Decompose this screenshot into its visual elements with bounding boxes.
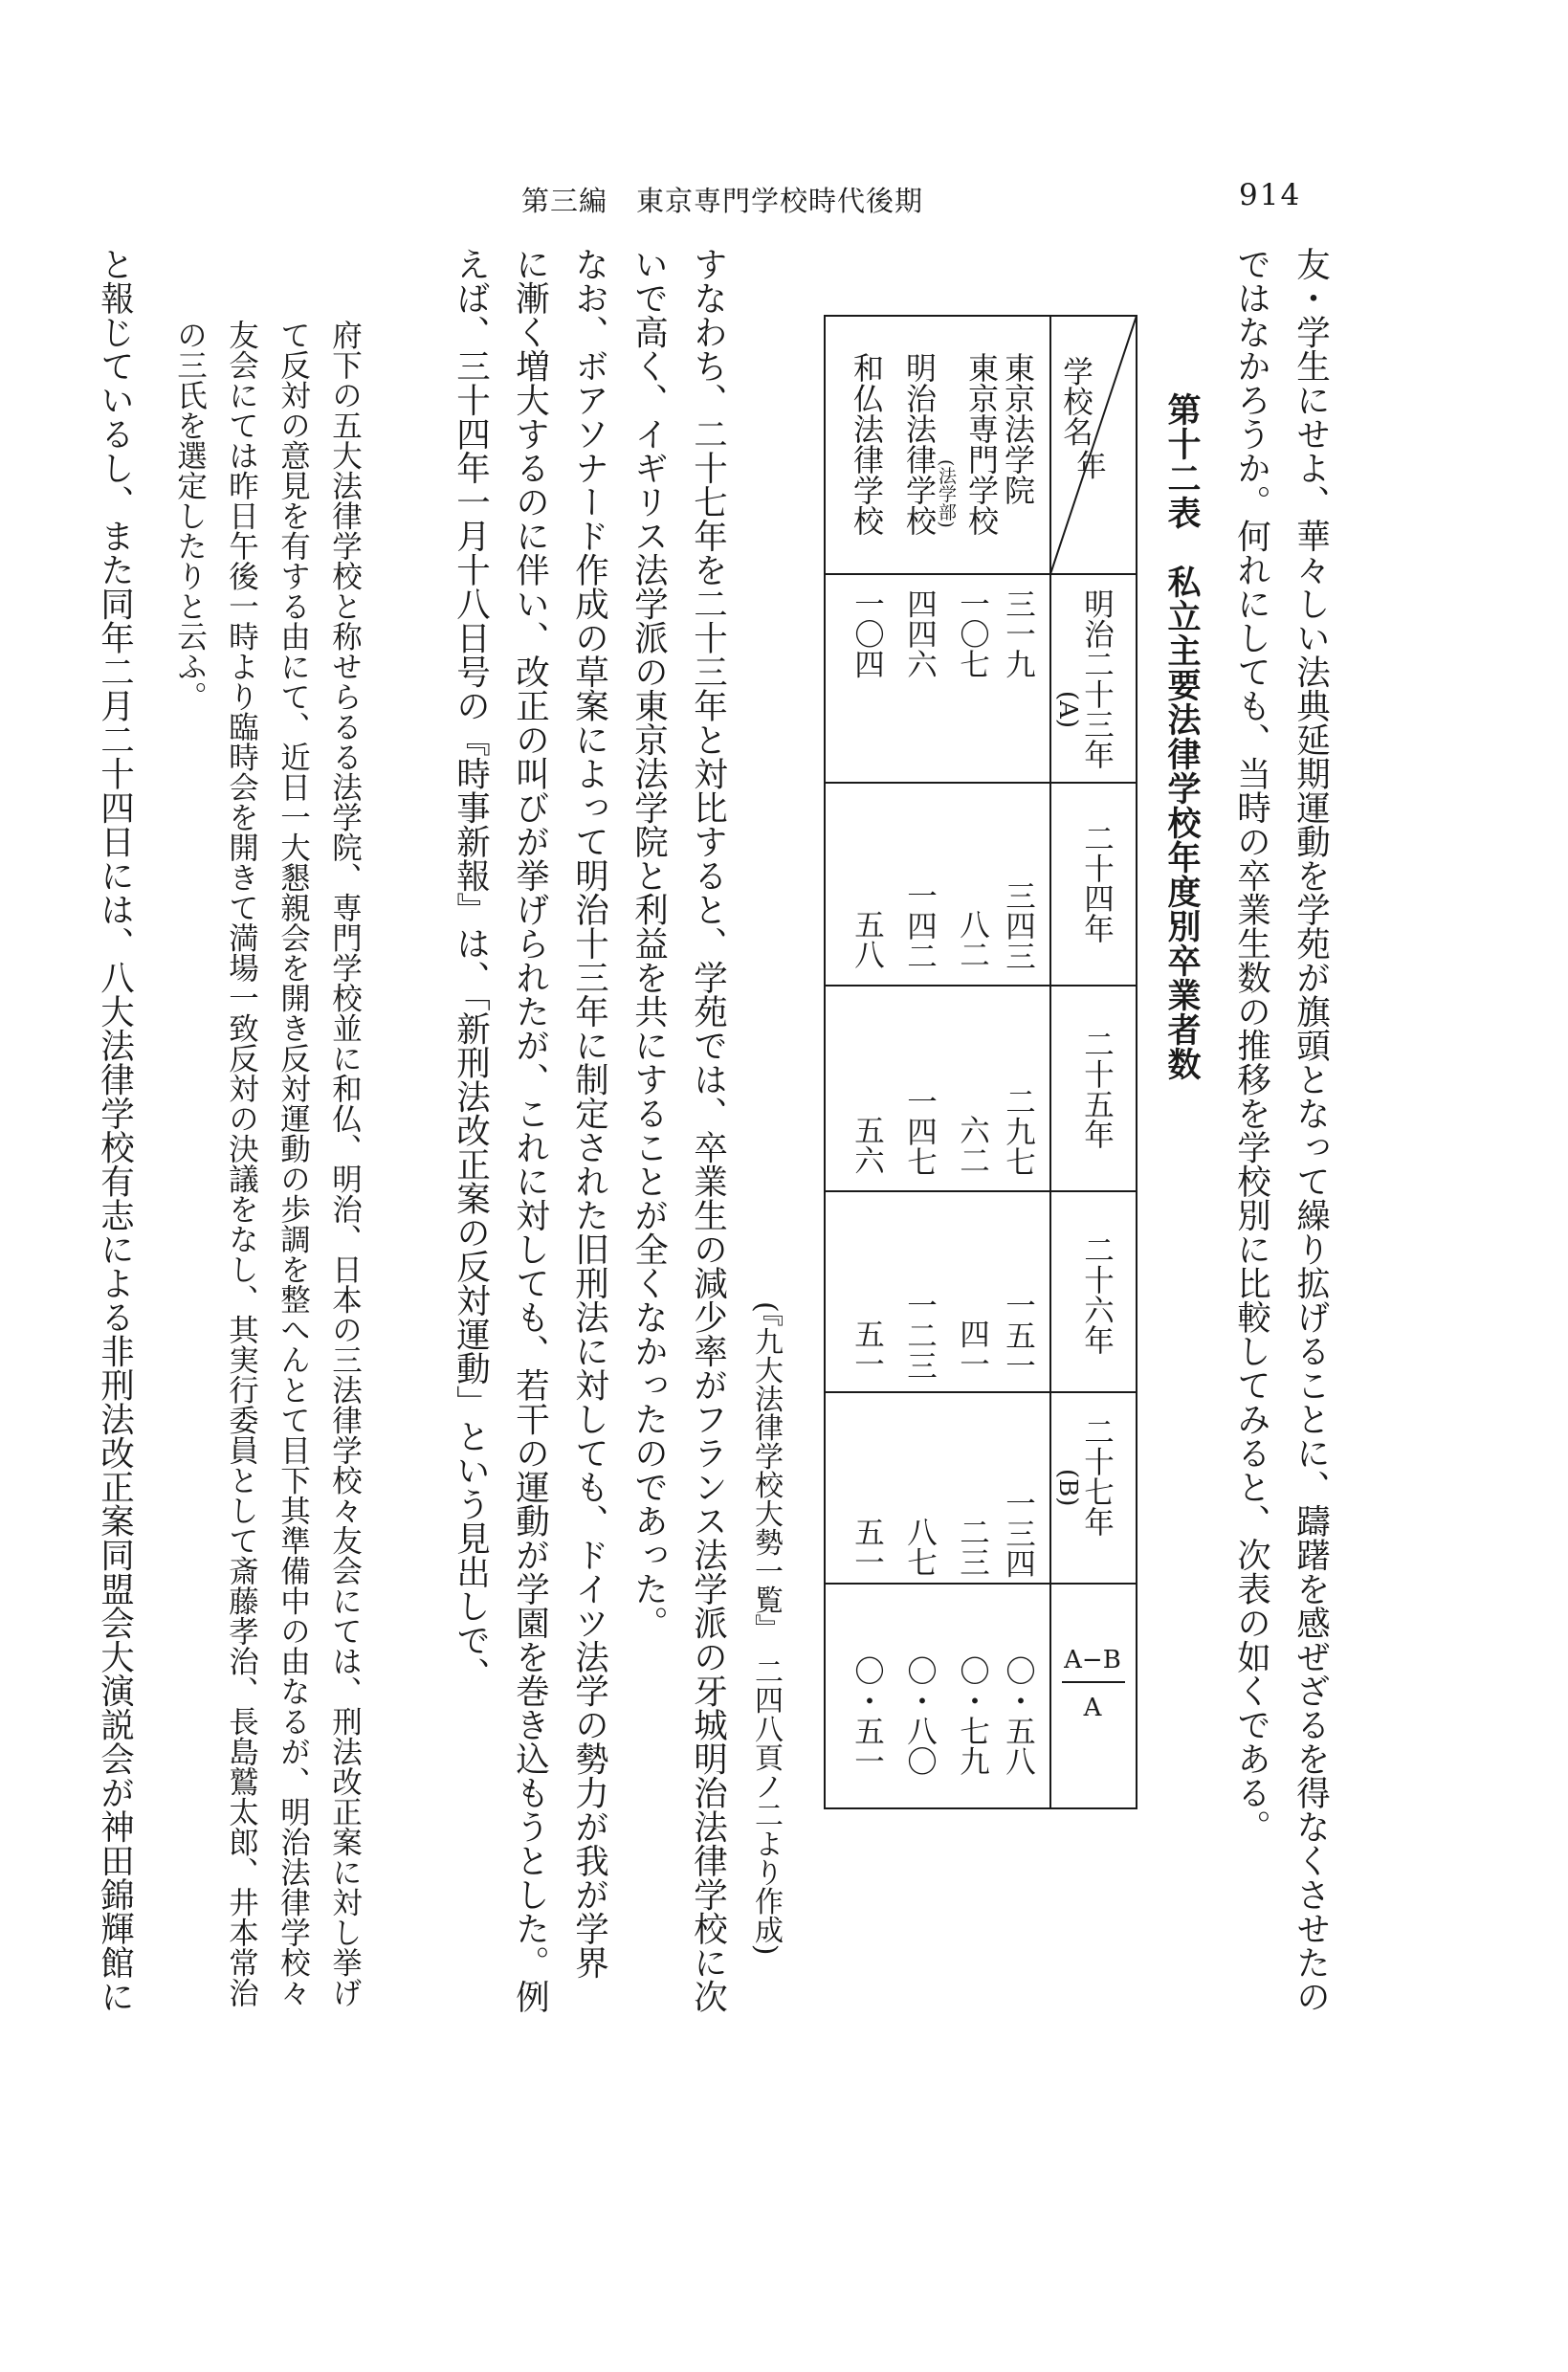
- table-cell: 一五一: [1001, 1290, 1036, 1381]
- quote-line: て反対の意見を有する由にて、近日一大懇親会を開き反対運動の歩調を整へんとて目下其準備中の由なるが、明治法律学校々: [276, 320, 311, 2007]
- table-cell: 〇・五八: [1001, 1655, 1036, 1776]
- body-line: 友・学生にせよ、華々しい法典延期運動を学苑が旗頭となって繰り拡げることに、躊躇を感ぜざるを得なくさせたの: [1291, 247, 1331, 2013]
- body-line: と報じているし、また同年二月二十四日には、八大法律学校有志による非刑法改正案同盟会大演説会が神田錦輝館に: [95, 247, 135, 2013]
- body-line: なお、ボアソナード作成の草案によって明治十三年に制定された旧刑法に対しても、ドイツ法学の勢力が我が学界: [569, 247, 609, 1980]
- table-cell: 四一: [955, 1319, 990, 1379]
- table-cell: 一〇七: [955, 588, 990, 679]
- table-cell: 八二: [955, 909, 990, 969]
- table-cell: 一四七: [902, 1086, 938, 1177]
- year-header: 二十六年: [1079, 1234, 1115, 1355]
- table-cell: 五八: [850, 909, 885, 969]
- table-cell: 〇・五一: [850, 1655, 885, 1776]
- table-cell: 〇・七九: [955, 1655, 990, 1776]
- table-cell: 二九七: [1001, 1086, 1036, 1177]
- running-head: 第三編 東京専門学校時代後期: [521, 185, 924, 217]
- table-cell: 五六: [850, 1115, 885, 1175]
- body-line: ではなかろうか。何れにしても、当時の卒業生数の推移を学校別に比較してみると、次表の如くである。: [1231, 247, 1271, 1844]
- table-cell: 六二: [955, 1115, 990, 1175]
- body-line: えば、三十四年一月十八日号の『時事新報』は、「新刑法改正案の反対運動」という見出しで、: [451, 247, 491, 1691]
- ratio-header-numerator: A−B: [1064, 1646, 1121, 1674]
- table-title: 第十二表 私立主要法律学校年度別卒業者数: [1162, 392, 1202, 1081]
- table-cell: 一〇四: [850, 588, 885, 679]
- page-number: 914: [1239, 178, 1302, 212]
- school-name: 明治法律学校: [901, 352, 938, 536]
- year-header: 二十七年: [1079, 1416, 1115, 1537]
- body-line: いで高く、イギリス法学派の東京法学院と利益を共にすることが全くなかったのであった。: [629, 247, 669, 1640]
- year-mark: (B): [1053, 1469, 1082, 1507]
- school-name: 東京法学院: [1000, 352, 1036, 505]
- quote-line: の三氏を選定したりと云ふ。: [172, 320, 208, 712]
- school-note: (法学部): [936, 459, 957, 528]
- table-cell: 一三四: [1001, 1488, 1036, 1579]
- quote-line: 府下の五大法律学校と称せらるる法学院、専門学校並に和仏、明治、日本の三法律学校々友会にては、刑法改正案に対し挙げ: [327, 320, 363, 2007]
- table-cell: 四四六: [902, 588, 938, 679]
- table-cell: 二三: [955, 1517, 990, 1577]
- quote-line: 友会にては昨日午後一時より臨時会を開きて満場一致反対の決議をなし、其実行委員として斎藤孝治、長島鷲太郎、井本常治: [224, 320, 259, 2007]
- body-line: すなわち、二十七年を二十三年と対比すると、学苑では、卒業生の減少率がフランス法学派の牙城明治法律学校に次: [688, 247, 728, 2013]
- year-header: 明治二十三年: [1079, 588, 1115, 769]
- table-cell: 五一: [850, 1319, 885, 1379]
- corner-school-label: 学校名: [1058, 356, 1093, 447]
- body-line: に漸く増大するのに伴い、改正の叫びが挙げられたが、これに対しても、若干の運動が学園を巻き込もうとした。例: [510, 247, 550, 2013]
- school-name: 東京専門学校: [963, 352, 1000, 536]
- table-cell: 三四三: [1001, 880, 1036, 971]
- year-header: 二十四年: [1079, 823, 1115, 943]
- table-cell: 一二三: [902, 1290, 938, 1381]
- table-cell: 〇・八〇: [902, 1655, 938, 1776]
- table-cell: 一四二: [902, 880, 938, 971]
- table-source: (『九大法律学校大勢一覧』 二四八頁ノ二より作成): [749, 1301, 783, 1956]
- table-cell: 三一九: [1001, 588, 1036, 679]
- school-name: 和仏法律学校: [849, 352, 885, 536]
- table-cell: 五一: [850, 1517, 885, 1577]
- year-mark: (A): [1053, 691, 1082, 729]
- corner-year-label: 年: [1071, 450, 1107, 480]
- table-cell: 八七: [902, 1517, 938, 1577]
- year-header: 二十五年: [1079, 1029, 1115, 1149]
- ratio-header-denominator: A: [1083, 1694, 1102, 1722]
